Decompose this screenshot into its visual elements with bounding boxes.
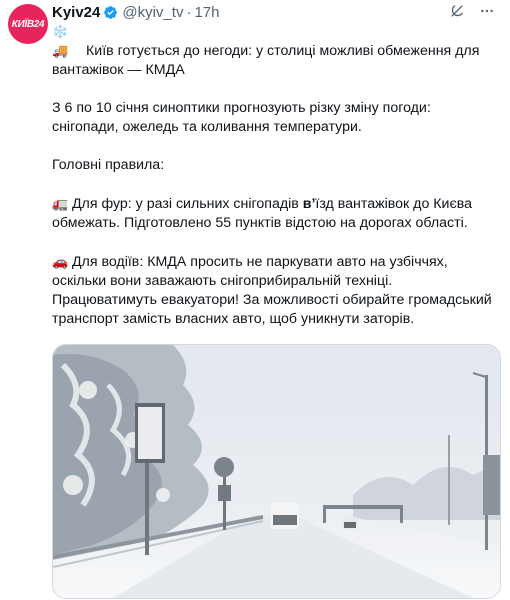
trucks-text-a: Для фур: у разі сильних снігопадів [71,196,303,212]
author-handle[interactable]: @kyiv_tv [122,3,184,21]
author-name[interactable]: Kyiv24 [52,3,101,21]
tweet-text [52,22,498,387]
header-separator: · [186,3,192,21]
snowy-highway-photo[interactable] [52,344,501,599]
more-icon[interactable] [478,2,496,20]
trucks-paragraph [52,194,498,233]
photo-illustration [53,345,500,598]
drivers-text: Для водіїв: КМДА просить не паркувати авто на узбіччях, оскільки вони заважають снігоприбиральній техніці. Працюватимуть евакуатори! За можливості обирайте громадський транспорт замість власних авто, щоб уникнути заторів. [52,254,492,327]
snowflake-truck-emoji-icon: ❄️ 🚚 [52,24,69,58]
headline-text: Київ готується до негоди: у столиці можливі обмеження для вантажівок — КМДА [52,43,480,78]
trucks-text-bold: в’ [302,196,316,212]
tweet-timestamp[interactable]: 17h [194,3,220,21]
car-emoji-icon: 🚗 [52,254,69,269]
tweet-header [52,2,219,22]
drivers-paragraph [52,252,498,329]
trucks-text-b: їзд вантажівок до Києва обмежать. Підготовлено 55 пунктів відстою на дорогах області. [52,196,472,231]
tweet-actions [448,2,496,20]
grok-icon[interactable] [448,2,466,20]
truck-emoji-icon: 🚛 [52,196,69,211]
rules-heading: Головні правила: [52,157,165,173]
avatar[interactable] [8,4,48,44]
forecast-paragraph: З 6 по 10 січня синоптики прогнозують різку зміну погоди: снігопади, ожеледь та коливання температури. [52,100,431,135]
headline [52,22,498,80]
verified-badge-icon [103,5,118,20]
avatar-logo: КИЇВ24 [11,18,45,30]
